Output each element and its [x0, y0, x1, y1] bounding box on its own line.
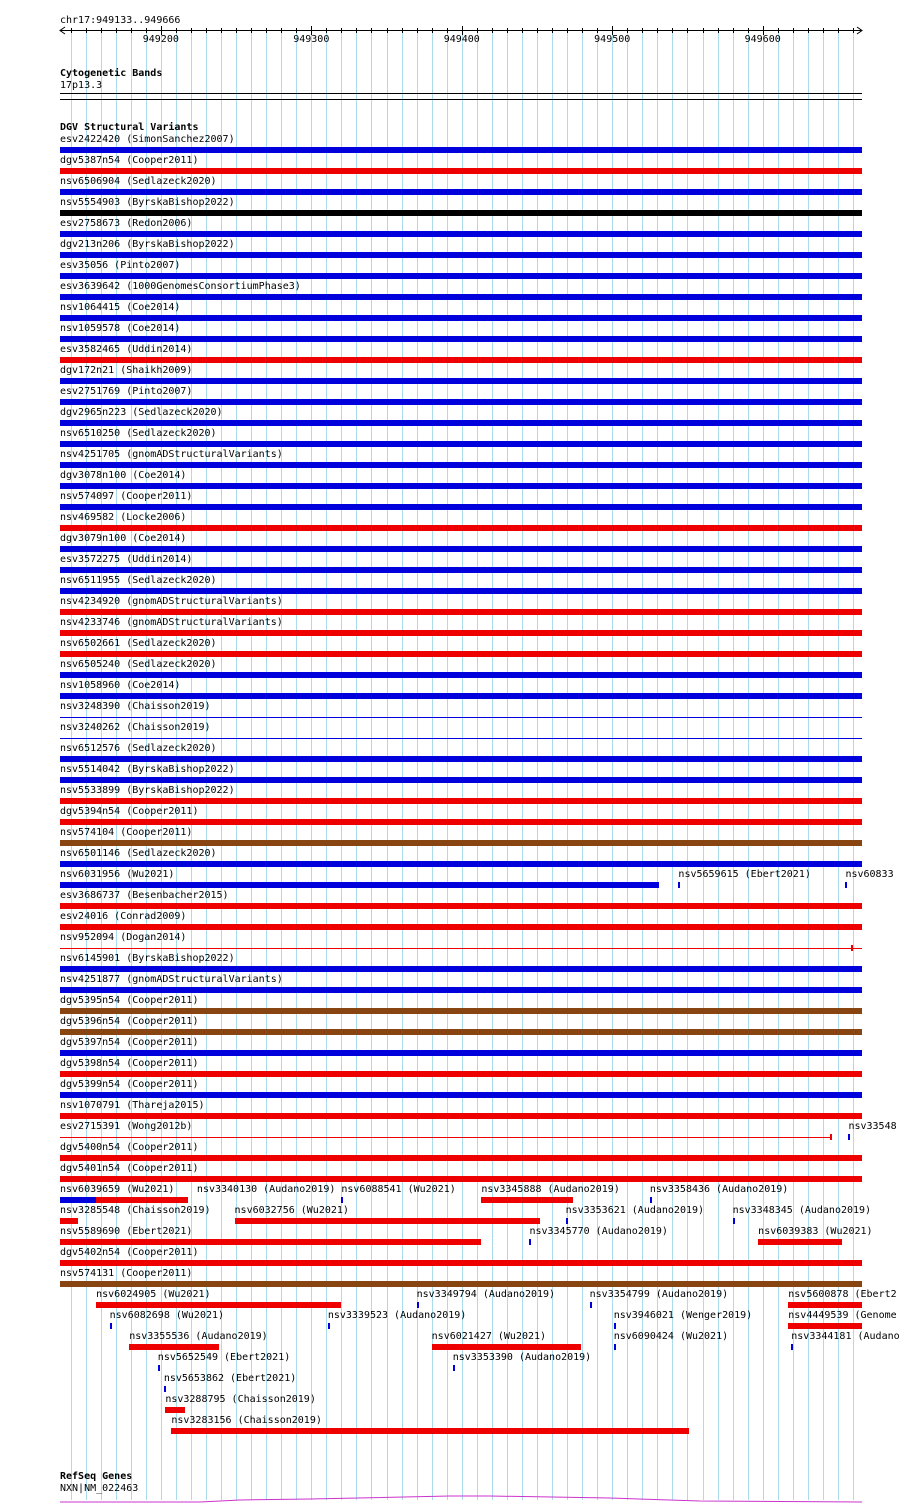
variant-bar[interactable] — [60, 693, 862, 699]
variant-label[interactable]: nsv5554903 (ByrskaBishop2022) — [60, 197, 235, 208]
variant-bar[interactable] — [60, 903, 862, 909]
variant-label[interactable]: dgv5397n54 (Cooper2011) — [60, 1037, 199, 1048]
variant-label[interactable]: nsv1059578 (Coe2014) — [60, 323, 181, 334]
variant-bar[interactable] — [60, 315, 862, 321]
variant-bar[interactable] — [60, 1218, 78, 1224]
variant-bar[interactable] — [158, 1365, 160, 1371]
variant-bar[interactable] — [60, 1137, 832, 1138]
variant-bar[interactable] — [60, 147, 862, 153]
variant-bar[interactable] — [60, 840, 862, 846]
cytoband-track-title[interactable]: Cytogenetic Bands — [60, 68, 163, 79]
variant-bar[interactable] — [848, 1134, 850, 1140]
variant-label[interactable]: nsv4449539 (Genome — [788, 1310, 897, 1321]
variant-bar[interactable] — [129, 1344, 219, 1350]
variant-bar[interactable] — [60, 987, 862, 993]
variant-label[interactable]: nsv6039383 (Wu2021) — [758, 1226, 873, 1237]
variant-bar[interactable] — [614, 1323, 616, 1329]
variant-bar[interactable] — [328, 1323, 330, 1329]
variant-label[interactable]: nsv4234920 (gnomADStructuralVariants) — [60, 596, 283, 607]
variant-label[interactable]: nsv3248390 (Chaisson2019) — [60, 701, 211, 712]
refseq-track-title[interactable]: RefSeq Genes — [60, 1471, 133, 1482]
variant-bar[interactable] — [60, 1176, 862, 1182]
variant-bar[interactable] — [60, 756, 862, 762]
variant-label[interactable]: nsv5589690 (Ebert2021) — [60, 1226, 193, 1237]
cytoband-label: 17p13.3 — [60, 80, 103, 91]
variant-bar[interactable] — [60, 399, 862, 405]
dgv-track-title[interactable]: DGV Structural Variants — [60, 122, 199, 133]
variant-label[interactable]: nsv5533899 (ByrskaBishop2022) — [60, 785, 235, 796]
variant-label[interactable]: dgv172n21 (Shaikh2009) — [60, 365, 193, 376]
variant-bar[interactable] — [60, 777, 862, 783]
cytoband-band — [60, 99, 862, 100]
variant-bar[interactable] — [60, 609, 862, 615]
variant-label[interactable]: nsv1070791 (Thareja2015) — [60, 1100, 205, 1111]
variant-label[interactable]: nsv6031956 (Wu2021) — [60, 869, 175, 880]
variant-bar[interactable] — [590, 1302, 592, 1308]
variant-bar[interactable] — [788, 1302, 862, 1308]
variant-label[interactable]: nsv5659615 (Ebert2021) — [678, 869, 811, 880]
variant-bar[interactable] — [60, 1029, 862, 1035]
variant-bar[interactable] — [341, 1197, 343, 1203]
variant-label[interactable]: nsv5653862 (Ebert2021) — [163, 1373, 297, 1384]
variant-bar[interactable] — [60, 294, 862, 300]
variant-label[interactable]: nsv3353390 (Audano2019) — [452, 1352, 592, 1363]
ruler-tick-label: 949200 — [142, 34, 179, 45]
variant-bar[interactable] — [758, 1239, 842, 1245]
variant-label[interactable]: dgv5400n54 (Cooper2011) — [60, 1142, 199, 1153]
variant-bar[interactable] — [60, 798, 862, 804]
variant-bar[interactable] — [60, 1071, 862, 1077]
variant-bar[interactable] — [432, 1344, 581, 1350]
variant-label[interactable]: nsv3344181 (Audano — [791, 1331, 900, 1342]
variant-bar[interactable] — [788, 1323, 862, 1329]
variant-bar[interactable] — [60, 210, 862, 216]
variant-bar[interactable] — [60, 672, 862, 678]
variant-label[interactable]: esv2422420 (SimonSanchez2007) — [60, 134, 235, 145]
variant-label[interactable]: esv3582465 (Uddin2014) — [60, 344, 193, 355]
variant-bar[interactable] — [60, 462, 862, 468]
variant-label[interactable]: nsv3283156 (Chaisson2019) — [171, 1415, 322, 1426]
variant-bar[interactable] — [60, 231, 862, 237]
position-readout: chr17:949133..949666 — [60, 15, 181, 26]
variant-bar[interactable] — [96, 1197, 188, 1203]
variant-label[interactable]: nsv4233746 (gnomADStructuralVariants) — [60, 617, 283, 628]
variant-label[interactable]: nsv6501146 (Sedlazeck2020) — [60, 848, 217, 859]
variant-label[interactable]: dgv5387n54 (Cooper2011) — [60, 155, 199, 166]
variant-bar[interactable] — [164, 1386, 166, 1392]
variant-bar[interactable] — [678, 882, 680, 888]
variant-bar[interactable] — [60, 336, 862, 342]
variant-bar[interactable] — [60, 378, 862, 384]
variant-bar[interactable] — [60, 819, 862, 825]
variant-bar[interactable] — [791, 1344, 793, 1350]
variant-label[interactable]: nsv6088541 (Wu2021) — [341, 1184, 456, 1195]
variant-bar[interactable] — [60, 357, 862, 363]
variant-label[interactable]: nsv6502661 (Sedlazeck2020) — [60, 638, 217, 649]
variant-label[interactable]: dgv2965n223 (Sedlazeck2020) — [60, 407, 223, 418]
variant-bar[interactable] — [566, 1218, 568, 1224]
variant-bar[interactable] — [60, 525, 862, 531]
variant-label[interactable]: nsv6021427 (Wu2021) — [431, 1331, 547, 1342]
variant-label[interactable]: esv3686737 (Besenbacher2015) — [60, 890, 229, 901]
variant-label[interactable]: dgv5401n54 (Cooper2011) — [60, 1163, 199, 1174]
variant-bar[interactable] — [60, 252, 862, 258]
variant-label[interactable]: dgv5399n54 (Cooper2011) — [60, 1079, 199, 1090]
refseq-gene-model[interactable] — [0, 1490, 890, 1511]
variant-bar[interactable] — [60, 1197, 101, 1203]
variant-bar[interactable] — [845, 882, 847, 888]
ruler-tick-label: 949300 — [293, 34, 330, 45]
variant-label[interactable]: esv2758673 (Redon2006) — [60, 218, 193, 229]
variant-label[interactable]: nsv3354799 (Audano2019) — [589, 1289, 729, 1300]
variant-label[interactable]: dgv5402n54 (Cooper2011) — [60, 1247, 199, 1258]
variant-label[interactable]: nsv6032756 (Wu2021) — [234, 1205, 349, 1216]
variant-bar[interactable] — [60, 1155, 862, 1161]
cytoband-top-rule — [60, 93, 862, 94]
variant-label[interactable]: nsv6505240 (Sedlazeck2020) — [60, 659, 217, 670]
variant-bar[interactable] — [60, 168, 862, 174]
variant-bar[interactable] — [60, 483, 862, 489]
variant-label[interactable]: nsv6511955 (Sedlazeck2020) — [60, 575, 217, 586]
variant-label[interactable]: nsv3355536 (Audano2019) — [129, 1331, 268, 1342]
variant-label[interactable]: nsv3348345 (Audano2019) — [732, 1205, 872, 1216]
variant-bar[interactable] — [453, 1365, 455, 1371]
variant-bar[interactable] — [60, 420, 862, 426]
ruler-tick-label: 949500 — [594, 34, 631, 45]
variant-bar[interactable] — [110, 1323, 112, 1329]
variant-label[interactable]: nsv469582 (Locke2006) — [60, 512, 187, 523]
variant-bar[interactable] — [60, 966, 862, 972]
variant-bar[interactable] — [614, 1344, 616, 1350]
variant-bar[interactable] — [96, 1302, 341, 1308]
variant-label[interactable]: nsv3353621 (Audano2019) — [565, 1205, 705, 1216]
variant-label[interactable]: esv3639642 (1000GenomesConsortiumPhase3) — [60, 281, 301, 292]
variant-label[interactable]: dgv5398n54 (Cooper2011) — [60, 1058, 199, 1069]
variant-label[interactable]: nsv6039659 (Wu2021) — [60, 1184, 175, 1195]
variant-label[interactable]: dgv5396n54 (Cooper2011) — [60, 1016, 199, 1027]
variant-label[interactable]: dgv3079n100 (Coe2014) — [60, 533, 187, 544]
variant-label[interactable]: nsv3339523 (Audano2019) — [327, 1310, 467, 1321]
variant-label[interactable]: nsv3340130 (Audano2019) — [196, 1184, 336, 1195]
variant-bar[interactable] — [60, 651, 862, 657]
variant-label[interactable]: nsv3345888 (Audano2019) — [481, 1184, 620, 1195]
variant-label[interactable]: esv24016 (Conrad2009) — [60, 911, 187, 922]
variant-label[interactable]: esv2751769 (Pinto2007) — [60, 386, 193, 397]
variant-bar[interactable] — [60, 1050, 862, 1056]
variant-label[interactable]: nsv3345770 (Audano2019) — [529, 1226, 668, 1237]
variant-label[interactable]: nsv5600878 (Ebert2 — [788, 1289, 897, 1300]
variant-label[interactable]: nsv6506904 (Sedlazeck2020) — [60, 176, 217, 187]
variant-bar[interactable] — [60, 588, 862, 594]
variant-bar[interactable] — [60, 504, 862, 510]
variant-label[interactable]: nsv6090424 (Wu2021) — [613, 1331, 729, 1342]
variant-bar[interactable] — [165, 1407, 185, 1413]
variant-bar[interactable] — [60, 1239, 481, 1245]
variant-label[interactable]: nsv4251877 (gnomADStructuralVariants) — [60, 974, 283, 985]
variant-label[interactable]: nsv574104 (Cooper2011) — [60, 827, 193, 838]
variant-bar[interactable] — [417, 1302, 419, 1308]
variant-bar[interactable] — [60, 189, 862, 195]
variant-label[interactable]: nsv4251705 (gnomADStructuralVariants) — [60, 449, 283, 460]
refseq-gene-label[interactable]: NXN|NM_022463 — [60, 1483, 139, 1494]
variant-label[interactable]: nsv60833 — [845, 869, 894, 880]
variant-label[interactable]: nsv5652549 (Ebert2021) — [157, 1352, 291, 1363]
variant-label[interactable]: dgv3078n100 (Coe2014) — [60, 470, 187, 481]
variant-end-marker[interactable] — [851, 945, 853, 951]
variant-bar[interactable] — [60, 738, 862, 739]
variant-bar[interactable] — [60, 882, 659, 888]
variant-label[interactable]: dgv5394n54 (Cooper2011) — [60, 806, 199, 817]
variant-bar[interactable] — [60, 1008, 862, 1014]
variant-bar[interactable] — [733, 1218, 735, 1224]
variant-bar[interactable] — [60, 630, 862, 636]
variant-label[interactable]: nsv3349794 (Audano2019) — [416, 1289, 556, 1300]
ruler-tick-label: 949400 — [443, 34, 480, 45]
variant-label[interactable]: esv3572275 (Uddin2014) — [60, 554, 193, 565]
variant-end-marker[interactable] — [830, 1134, 832, 1140]
variant-label[interactable]: nsv6024905 (Wu2021) — [96, 1289, 211, 1300]
variant-bar[interactable] — [60, 273, 862, 279]
variant-label[interactable]: nsv6145901 (ByrskaBishop2022) — [60, 953, 235, 964]
variant-label[interactable]: nsv574097 (Cooper2011) — [60, 491, 193, 502]
variant-bar[interactable] — [60, 948, 862, 949]
variant-label[interactable]: nsv3946021 (Wenger2019) — [613, 1310, 753, 1321]
variant-bar[interactable] — [60, 924, 862, 930]
variant-label[interactable]: nsv3288795 (Chaisson2019) — [165, 1394, 316, 1405]
variant-bar[interactable] — [60, 1113, 862, 1119]
variant-label[interactable]: dgv213n206 (ByrskaBishop2022) — [60, 239, 235, 250]
variant-label[interactable]: esv2715391 (Wong2012b) — [60, 1121, 193, 1132]
variant-bar[interactable] — [235, 1218, 540, 1224]
variant-label[interactable]: nsv6512576 (Sedlazeck2020) — [60, 743, 217, 754]
variant-bar[interactable] — [60, 1281, 862, 1287]
variant-label[interactable]: dgv5395n54 (Cooper2011) — [60, 995, 199, 1006]
variant-bar[interactable] — [529, 1239, 531, 1245]
variant-bar[interactable] — [650, 1197, 652, 1203]
variant-label[interactable]: nsv3285548 (Chaisson2019) — [60, 1205, 211, 1216]
variant-bar[interactable] — [60, 1092, 862, 1098]
variant-label[interactable]: nsv5514042 (ByrskaBishop2022) — [60, 764, 235, 775]
variant-label[interactable]: nsv1058960 (Coe2014) — [60, 680, 181, 691]
variant-label[interactable]: nsv3240262 (Chaisson2019) — [60, 722, 211, 733]
variant-bar[interactable] — [60, 717, 862, 718]
variant-bar[interactable] — [60, 546, 862, 552]
variant-bar[interactable] — [60, 441, 862, 447]
variant-label[interactable]: esv35056 (Pinto2007) — [60, 260, 181, 271]
variant-label[interactable]: nsv574131 (Cooper2011) — [60, 1268, 193, 1279]
variant-label[interactable]: nsv6510250 (Sedlazeck2020) — [60, 428, 217, 439]
variant-label[interactable]: nsv952094 (Dogan2014) — [60, 932, 187, 943]
variant-label[interactable]: nsv3358436 (Audano2019) — [649, 1184, 789, 1195]
variant-label[interactable]: nsv1064415 (Coe2014) — [60, 302, 181, 313]
variant-bar[interactable] — [60, 861, 862, 867]
variant-label[interactable]: nsv6082698 (Wu2021) — [109, 1310, 225, 1321]
variant-label[interactable]: nsv33548 — [848, 1121, 897, 1132]
variant-bar[interactable] — [481, 1197, 573, 1203]
variant-bar[interactable] — [171, 1428, 689, 1434]
variant-bar[interactable] — [60, 1260, 862, 1266]
variant-bar[interactable] — [60, 567, 862, 573]
ruler-tick-label: 949600 — [744, 34, 781, 45]
